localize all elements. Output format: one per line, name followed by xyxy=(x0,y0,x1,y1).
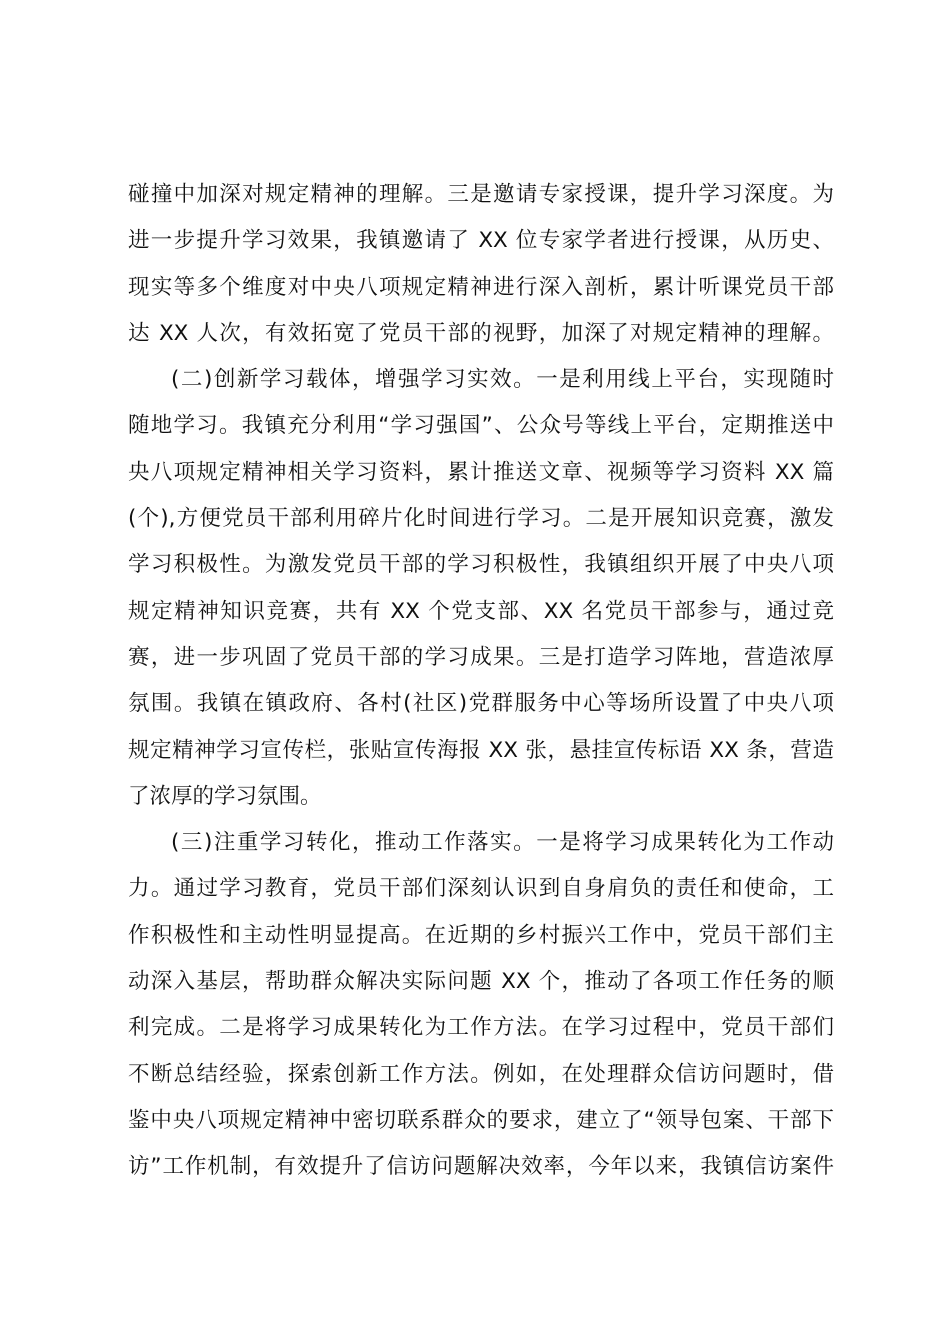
text-line-4: 达 XX 人次，有效拓宽了党员干部的视野，加深了对规定精神的理解。 xyxy=(128,320,834,346)
text-line-21: 鉴中央八项规定精神中密切联系群众的要求，建立了“领导包案、干部下 xyxy=(128,1107,834,1133)
text-line-18: 动深入基层，帮助群众解决实际问题 XX 个，推动了各项工作任务的顺 xyxy=(128,969,834,995)
text-line-20: 不断总结经验，探索创新工作方法。例如，在处理群众信访问题时，借 xyxy=(128,1061,834,1087)
text-line-12: 氛围。我镇在镇政府、各村(社区)党群服务中心等场所设置了中央八项 xyxy=(128,691,834,717)
text-line-7: 央八项规定精神相关学习资料，累计推送文章、视频等学习资料 XX 篇 xyxy=(128,459,834,485)
text-line-14: 了浓厚的学习氛围。 xyxy=(128,783,322,809)
text-line-22: 访”工作机制，有效提升了信访问题解决效率，今年以来，我镇信访案件 xyxy=(128,1154,834,1180)
text-line-16: 力。通过学习教育，党员干部们深刻认识到自身肩负的责任和使命，工 xyxy=(128,876,834,902)
paragraph-2-heading-line: (二)创新学习载体，增强学习实效。一是利用线上平台，实现随时 xyxy=(171,367,834,393)
text-line-19: 利完成。二是将学习成果转化为工作方法。在学习过程中，党员干部们 xyxy=(128,1015,834,1041)
text-line-10: 规定精神知识竞赛，共有 XX 个党支部、XX 名党员干部参与，通过竞 xyxy=(128,598,834,624)
text-line-9: 学习积极性。为激发党员干部的学习积极性，我镇组织开展了中央八项 xyxy=(128,552,834,578)
text-line-1: 碰撞中加深对规定精神的理解。三是邀请专家授课，提升学习深度。为 xyxy=(128,182,834,207)
paragraph-3-heading-line: (三)注重学习转化，推动工作落实。一是将学习成果转化为工作动 xyxy=(171,830,834,856)
text-line-8: (个),方便党员干部利用碎片化时间进行学习。二是开展知识竞赛，激发 xyxy=(128,506,834,532)
text-line-13: 规定精神学习宣传栏，张贴宣传海报 XX 张，悬挂宣传标语 XX 条，营造 xyxy=(128,737,834,763)
document-body xyxy=(128,172,834,1191)
text-line-6: 随地学习。我镇充分利用“学习强国”、公众号等线上平台，定期推送中 xyxy=(128,413,834,439)
text-line-11: 赛，进一步巩固了党员干部的学习成果。三是打造学习阵地，营造浓厚 xyxy=(128,644,834,670)
text-line-17: 作积极性和主动性明显提高。在近期的乡村振兴工作中，党员干部们主 xyxy=(128,922,834,948)
text-line-2: 进一步提升学习效果，我镇邀请了 XX 位专家学者进行授课，从历史、 xyxy=(128,228,834,254)
text-line-3: 现实等多个维度对中央八项规定精神进行深入剖析，累计听课党员干部 xyxy=(128,274,834,300)
